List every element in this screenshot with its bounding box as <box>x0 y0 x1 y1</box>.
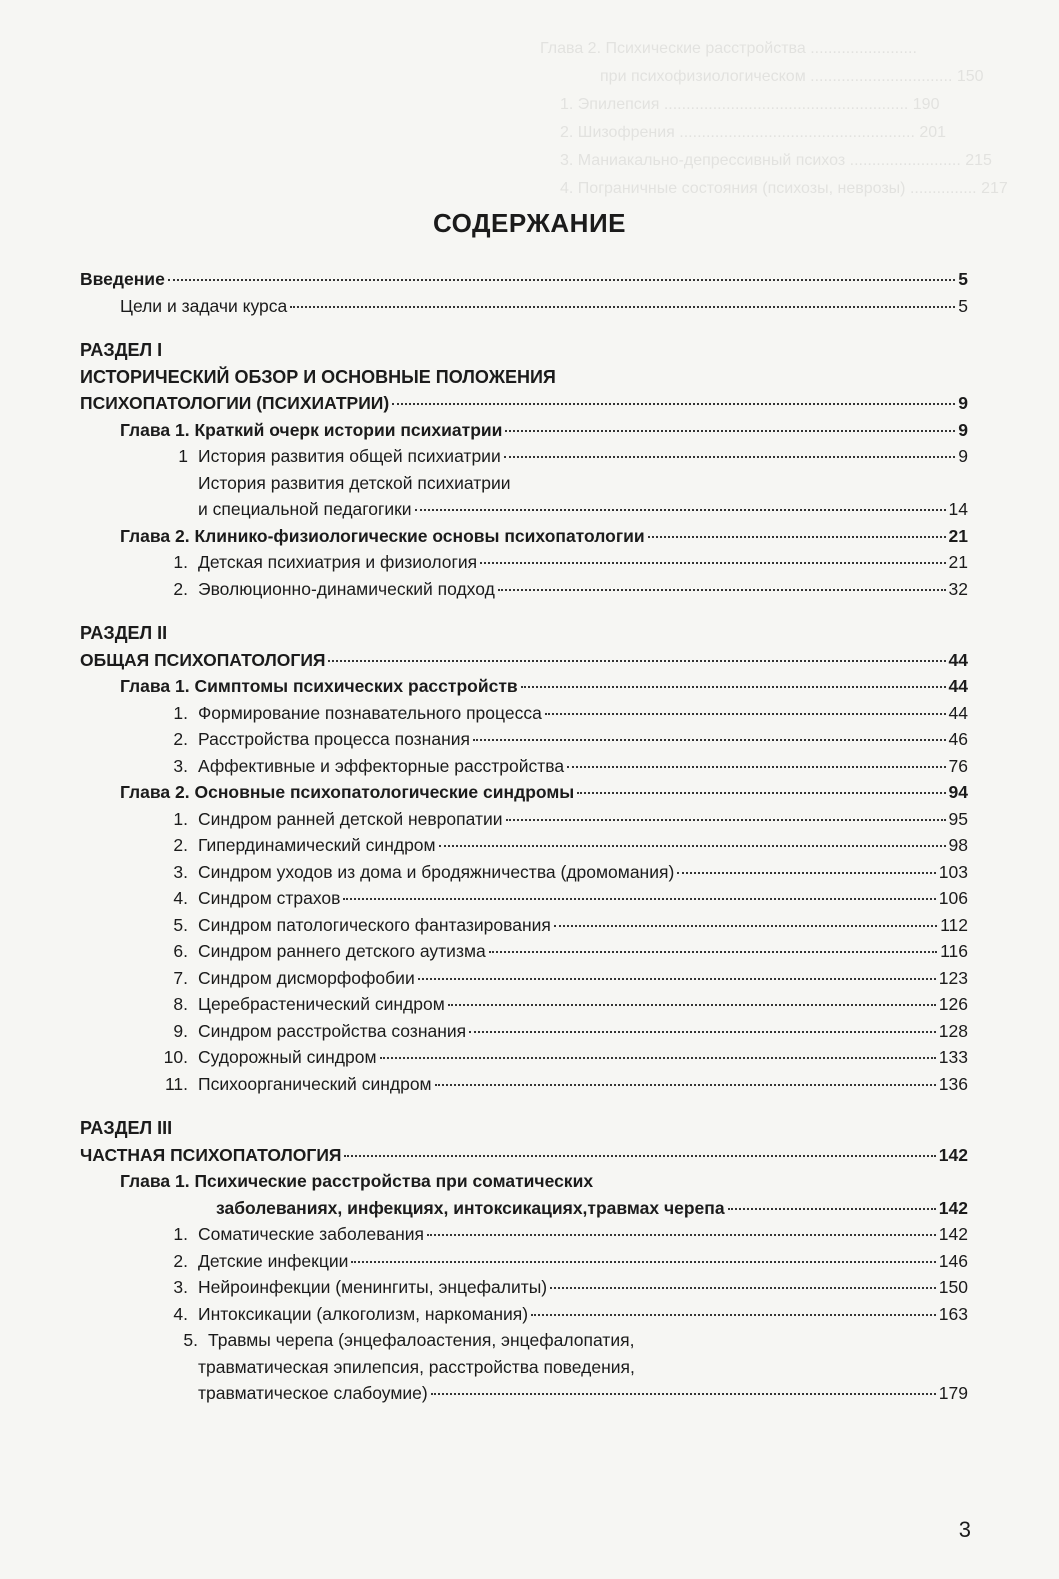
toc-page-number: 44 <box>948 649 968 670</box>
toc-entry-item <box>80 859 968 886</box>
dot-leader <box>344 1155 935 1157</box>
chapter-title: Глава 2. Клинико-физиологические основы психопатологии <box>120 525 645 546</box>
toc-page-number: 32 <box>948 578 968 599</box>
toc-entry-item <box>80 991 968 1018</box>
bleed-through-text: 3. Маниакально-депрессивный психоз ......................... 215 <box>560 152 992 169</box>
chapter-title: Глава 1. Симптомы психических расстройств <box>120 676 518 696</box>
item-number: 9. <box>173 1020 188 1041</box>
toc-page-number: 46 <box>948 729 968 749</box>
dot-leader <box>351 1261 935 1263</box>
section-heading: РАЗДЕЛ II <box>80 623 168 643</box>
toc-entry-item <box>80 753 968 780</box>
page-number: 3 <box>958 1517 971 1542</box>
item-title: Расстройства процесса познания <box>198 729 470 749</box>
toc-page-number: 9 <box>958 446 968 466</box>
item-title: Интоксикации (алкоголизм, наркомания) <box>198 1303 529 1324</box>
item-title: Травмы черепа (энцефалоастения, энцефалопатия, <box>208 1330 635 1350</box>
toc-entry-item <box>80 549 968 576</box>
chapter-title-continued: заболеваниях, инфекциях, интоксикациях,травмах черепа <box>216 1197 725 1218</box>
item-title: Эволюционно-динамический подход <box>198 578 495 599</box>
item-title: Детская психиатрия и физиология <box>198 552 478 572</box>
item-title: Синдром дисморфофобии <box>198 967 415 988</box>
toc-page-number: 136 <box>938 1073 968 1094</box>
toc-entry-item <box>80 912 968 939</box>
toc-entry-introduction <box>80 266 968 293</box>
toc-entry-item <box>80 576 968 603</box>
toc-entry-item <box>80 938 968 965</box>
dot-leader <box>290 306 955 308</box>
item-title: Гипердинамический синдром <box>198 835 436 855</box>
item-number: 7. <box>173 967 188 988</box>
bleed-through-text: 1. Эпилепсия ....................................................... 190 <box>560 96 940 113</box>
item-number: 8. <box>173 994 188 1014</box>
section-heading: РАЗДЕЛ I <box>80 340 163 360</box>
toc-page-number: 123 <box>938 967 968 988</box>
chapter-title: Глава 2. Основные психопатологические синдромы <box>120 782 575 802</box>
item-number: 1. <box>173 552 188 572</box>
toc-page-number: 103 <box>938 861 968 882</box>
toc-entry-item <box>80 965 968 992</box>
toc-page-number: 9 <box>958 393 968 413</box>
dot-leader <box>545 713 946 715</box>
item-number: 2. <box>173 729 188 749</box>
dot-leader <box>392 403 955 405</box>
page-title: СОДЕРЖАНИЕ <box>433 208 626 238</box>
dot-leader <box>418 978 936 980</box>
dot-leader <box>473 739 946 741</box>
toc-page-number: 14 <box>948 499 968 519</box>
section-title: ЧАСТНАЯ ПСИХОПАТОЛОГИЯ <box>80 1144 342 1165</box>
toc-entry-item <box>80 806 968 833</box>
item-number: 5. <box>173 914 188 935</box>
section-title: ИСТОРИЧЕСКИЙ ОБЗОР И ОСНОВНЫЕ ПОЛОЖЕНИЯ <box>80 366 556 387</box>
toc-entry-item <box>80 1018 968 1045</box>
item-title: Детские инфекции <box>198 1250 349 1271</box>
dot-leader <box>504 456 956 458</box>
item-title-continued: и специальной педагогики <box>198 499 412 519</box>
toc-entry-item <box>80 1248 968 1275</box>
toc-entry-item <box>80 1327 968 1354</box>
toc-entry-item <box>80 832 968 859</box>
toc-page-number: 112 <box>940 914 968 935</box>
item-number: 3. <box>173 755 188 776</box>
toc-entry-section <box>80 647 968 674</box>
toc-page-number: 128 <box>938 1020 968 1041</box>
bleed-through-text: при психофизиологическом ................................ 150 <box>600 68 984 85</box>
toc-entry-item <box>80 1274 968 1301</box>
item-title-continued: травматическая эпилепсия, расстройства поведения, <box>198 1356 635 1377</box>
dot-leader <box>343 898 935 900</box>
toc-page-number: 21 <box>948 552 968 572</box>
dot-leader <box>677 872 936 874</box>
item-number: 1. <box>173 808 188 829</box>
item-number: 1 <box>178 446 188 466</box>
dot-leader <box>521 686 946 688</box>
chapter-title: Глава 1. Психические расстройства при соматических <box>120 1171 594 1191</box>
chapter-title: Глава 1. Краткий очерк истории психиатрии <box>120 419 503 440</box>
item-number: 1. <box>173 702 188 723</box>
toc-entry-course-goals <box>80 293 968 320</box>
toc-page-number: 9 <box>958 419 968 440</box>
toc-page-number: 142 <box>938 1144 968 1165</box>
item-title: Синдром патологического фантазирования <box>198 914 551 935</box>
item-title-continued: травматическое слабоумие) <box>198 1383 428 1403</box>
toc-page-number: 146 <box>938 1250 968 1271</box>
section-title: ПСИХОПАТОЛОГИИ (ПСИХИАТРИИ) <box>80 393 390 413</box>
dot-leader <box>567 766 945 768</box>
toc-entry-item <box>80 1380 968 1407</box>
toc-page-number: 142 <box>938 1224 968 1244</box>
bleed-through-text: Глава 2. Психические расстройства ........................ <box>540 40 917 57</box>
toc-entry-item <box>80 443 968 470</box>
item-title: Синдром уходов из дома и бродяжничества (дромомания) <box>198 861 675 882</box>
dot-leader <box>489 951 937 953</box>
item-title: Судорожный синдром <box>198 1047 377 1067</box>
item-title: Синдром расстройства сознания <box>198 1020 467 1041</box>
item-title: Аффективные и эффекторные расстройства <box>198 755 565 776</box>
toc-page-number: 94 <box>948 782 968 802</box>
item-number: 11. <box>164 1073 188 1094</box>
toc-page-number: 98 <box>948 835 968 855</box>
item-number: 2. <box>173 1250 188 1271</box>
item-title: История развития общей психиатрии <box>198 446 501 466</box>
item-title: История развития детской психиатрии <box>198 472 511 493</box>
toc-page-number: 116 <box>940 941 968 961</box>
toc-page-number: 106 <box>938 888 968 908</box>
toc-page-number: 179 <box>938 1383 968 1403</box>
toc-page-number: 44 <box>948 702 968 723</box>
item-number: 1. <box>173 1224 188 1244</box>
item-title: Синдром раннего детского аутизма <box>198 941 486 961</box>
toc-entry-item <box>80 726 968 753</box>
toc-page-number: 95 <box>948 808 968 829</box>
toc-entry-section <box>80 390 968 417</box>
toc-entry-item <box>80 700 968 727</box>
dot-leader <box>648 536 946 538</box>
dot-leader <box>554 925 937 927</box>
item-number: 2. <box>173 835 188 855</box>
section-title: ОБЩАЯ ПСИХОПАТОЛОГИЯ <box>80 649 326 670</box>
item-title: Синдром страхов <box>198 888 341 908</box>
toc-entry-chapter <box>80 417 968 444</box>
item-number: 4. <box>173 888 188 908</box>
item-title: Синдром ранней детской невропатии <box>198 808 503 829</box>
dot-leader <box>435 1084 936 1086</box>
dot-leader <box>531 1314 936 1316</box>
dot-leader <box>728 1208 936 1210</box>
toc-entry-item <box>80 1044 968 1071</box>
dot-leader <box>506 819 946 821</box>
item-title: Психоорганический синдром <box>198 1073 432 1094</box>
toc-entry-item <box>80 1071 968 1098</box>
item-number: 5. <box>183 1330 198 1350</box>
toc-page-number: 5 <box>958 269 968 289</box>
toc-page-number: 21 <box>948 525 968 546</box>
toc-page-number: 142 <box>938 1197 968 1218</box>
toc-page-number: 133 <box>938 1047 968 1067</box>
dot-leader <box>577 792 945 794</box>
section-heading: РАЗДЕЛ III <box>80 1118 173 1138</box>
table-of-contents <box>80 266 968 1407</box>
dot-leader <box>168 279 955 281</box>
toc-entry-chapter <box>80 673 968 700</box>
dot-leader <box>550 1287 936 1289</box>
toc-page-number: 44 <box>948 676 968 696</box>
toc-entry-item <box>80 496 968 523</box>
dot-leader <box>480 562 945 564</box>
item-title: Формирование познавательного процесса <box>198 702 542 723</box>
toc-page-number: 163 <box>938 1303 968 1324</box>
dot-leader <box>328 660 945 662</box>
toc-entry-section <box>80 1142 968 1169</box>
dot-leader <box>448 1004 936 1006</box>
dot-leader <box>415 509 946 511</box>
dot-leader <box>427 1234 936 1236</box>
toc-entry-item <box>80 885 968 912</box>
toc-entry-item <box>80 1221 968 1248</box>
dot-leader <box>469 1031 936 1033</box>
item-number: 3. <box>173 861 188 882</box>
item-number: 6. <box>173 941 188 961</box>
toc-entry-chapter <box>80 1195 968 1222</box>
item-number: 2. <box>173 578 188 599</box>
toc-entry-item <box>80 1301 968 1328</box>
toc-entry-chapter <box>80 523 968 550</box>
toc-page-number: 76 <box>948 755 968 776</box>
bleed-through-text: 4. Пограничные состояния (психозы, неврозы) ............... 217 <box>560 180 1008 197</box>
toc-entry-label: Цели и задачи курса <box>120 295 288 316</box>
dot-leader <box>439 845 946 847</box>
item-number: 4. <box>173 1303 188 1324</box>
toc-page-number: 150 <box>938 1277 968 1297</box>
toc-page-number: 126 <box>938 994 968 1014</box>
item-title: Нейроинфекции (менингиты, энцефалиты) <box>198 1277 548 1297</box>
item-number: 3. <box>173 1277 188 1297</box>
dot-leader <box>505 430 955 432</box>
toc-page-number: 5 <box>958 295 968 316</box>
dot-leader <box>498 589 946 591</box>
toc-entry-label: Введение <box>80 269 165 289</box>
item-number: 10. <box>163 1047 188 1067</box>
dot-leader <box>380 1057 936 1059</box>
item-title: Соматические заболевания <box>198 1224 424 1244</box>
item-title: Церебрастенический синдром <box>198 994 445 1014</box>
toc-entry-chapter <box>80 779 968 806</box>
bleed-through-text: 2. Шизофрения ..................................................... 201 <box>560 124 947 141</box>
dot-leader <box>431 1393 936 1395</box>
